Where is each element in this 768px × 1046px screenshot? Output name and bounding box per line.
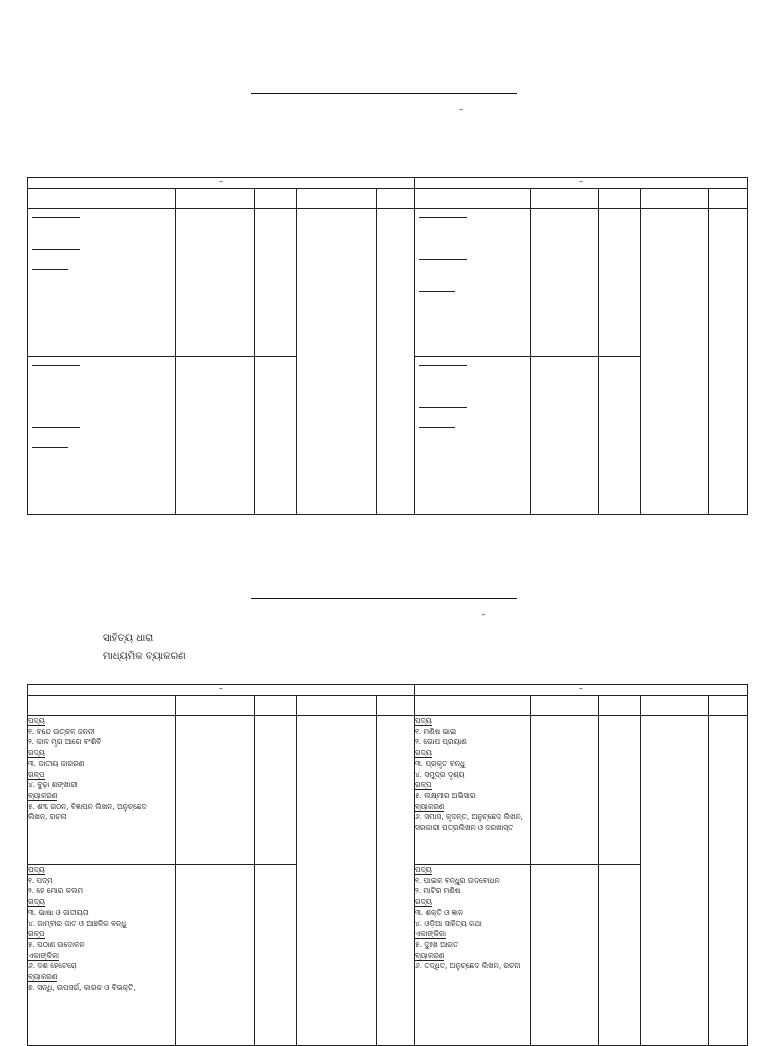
section-label: ଗଦ୍ୟ — [28, 748, 45, 758]
lesson-item: ୩. ଜାତୀୟ ଜାଗରଣ — [28, 758, 85, 768]
table2-right-b-lessons — [415, 865, 531, 1046]
lesson-item: ୫. ଲକ୍ଷ୍ମୀର ଅଭିସାର — [415, 790, 476, 800]
section-label: ପଦ୍ୟ — [415, 865, 432, 874]
subtitle-dash-2: – — [481, 610, 486, 620]
syllabus-table-1 — [27, 177, 748, 515]
lesson-item: ୫. ପଠାଣ ଉଦୋଳନ — [28, 939, 85, 949]
lesson-item: ୨. ହେ ମୋର କଲମ — [28, 886, 84, 896]
table2-left-b-lessons — [28, 865, 176, 1046]
lesson-item: ୭. ସନ୍ଧି, ଉପସର୍ଗ, କାରକ ଓ ବିଭକ୍ତି, — [28, 982, 136, 992]
lesson-item: ୩. ପ୍ରକୃତ ବନ୍ଧୁ — [415, 758, 465, 768]
lesson-item: ୧. ପାଇକ ବନ୍ଧୁର ଉଦବୋଧନ — [415, 875, 500, 885]
lesson-item: ୬. ସମାସ, କୃଦନ୍ତ, ଅନୁଚ୍ଛେଦ ଲିଖନ, — [415, 812, 523, 822]
section-label: ବ୍ୟାକରଣ — [415, 801, 445, 811]
book-title-sahitya-dhara: ସାହିତ୍ୟ ଧାରା — [103, 633, 154, 644]
section-label: ଗଦ୍ୟ — [28, 897, 45, 907]
table1-column-header-row — [28, 189, 748, 209]
section-label: ବ୍ୟାକରଣ — [28, 972, 58, 982]
subtitle-dash-1: – — [459, 105, 464, 115]
table2-right-a-lessons — [415, 716, 531, 865]
table1-left-a-content — [28, 209, 176, 357]
lesson-item: ୨. ମାଟିର ମଣିଷ — [415, 886, 461, 896]
title-underline-2 — [251, 598, 517, 599]
section-label: ବ୍ୟାକରଣ — [28, 790, 58, 800]
section-label: ଏକାଙ୍କିକା — [28, 950, 60, 960]
lesson-item: ୧. ମଣିଷ ଭାଇ — [415, 726, 457, 736]
section-label: ଗଳ୍ପ — [28, 929, 45, 939]
table1-right-header: – — [415, 178, 748, 189]
lesson-item: ୨. ଗୋପ ପ୍ରୟାଣ — [415, 737, 467, 747]
section-label: ପଦ୍ୟ — [28, 865, 45, 874]
lesson-item: ୬. ତଦ୍ଧିତ, ଅନୁଚ୍ଛେଦ ଲିଖନ, ରଚନା — [415, 961, 521, 971]
table2-left-header: – — [28, 685, 415, 696]
table1-left-header: – — [28, 178, 415, 189]
lesson-item: ଲିଖନ, ରଚନା — [28, 812, 67, 822]
lesson-item: ୩. ଭାଷା ଓ ଜାତୀୟତା — [28, 907, 89, 917]
lesson-item: ୪. ବୁଢ଼ା ଶଙ୍ଖାରୀ — [28, 780, 78, 790]
section-label: ବ୍ୟାକରଣ — [415, 950, 445, 960]
section-label: ଗଦ୍ୟ — [415, 748, 432, 758]
title-underline-1 — [251, 93, 517, 94]
table2-column-header-row — [28, 696, 748, 716]
section-label: ପଦ୍ୟ — [415, 716, 432, 725]
lesson-item: ୧. ପଦ୍ମ — [28, 875, 53, 885]
section-label: ଗଳ୍ପ — [28, 769, 45, 779]
section-label: ଗଳ୍ପ — [415, 780, 432, 790]
lesson-item: ୬. ଦଶ ହେଟେରୋ — [28, 961, 77, 971]
lesson-item: ୪. ଓଡ଼ିଆ ସାହିତ୍ୟ କଥା — [415, 918, 482, 928]
lesson-item: ୨. କାଳ ମୃଗ ଆଗେ ବଂଶିବି — [28, 737, 102, 747]
syllabus-table-2 — [27, 684, 748, 1046]
section-label: ଗଦ୍ୟ — [415, 897, 432, 907]
section-label: ପଦ୍ୟ — [28, 716, 45, 725]
section-label: ଏକାଙ୍କିକା — [415, 929, 447, 939]
lesson-item: ୩. ଶକ୍ତି ଓ ଜ୍ଞାନ — [415, 907, 464, 917]
table1-right-a-content — [415, 209, 531, 357]
table2-right-header: – — [415, 685, 748, 696]
lesson-item: ୪. ଜାମ୍ବୀର ଜାତ ଓ ଆଞ୍ଚଳିକ ବନ୍ଧୁ — [28, 918, 127, 928]
table1-right-b-content — [415, 357, 531, 515]
table2-left-a-lessons — [28, 716, 176, 865]
book-title-madhyamika-byakarana: ମାଧ୍ୟମିକ ବ୍ୟାକରଣ — [103, 651, 186, 662]
lesson-item: ୧. ବନ୍ଦେ ଉତ୍କଳ ଜନନୀ — [28, 726, 95, 736]
lesson-item: ସରକାରୀ ପତ୍ରଲିଖନ ଓ ଦରଖାସ୍ତ — [415, 823, 514, 833]
lesson-item: ୫. ଶବ୍ଦ ଗଠନ, ବିଜ୍ଞାପନ ଲିଖନ, ଅନୁଚ୍ଛେଦ — [28, 801, 147, 811]
lesson-item: ୫. ଦୁଃଖ ଆଗତ — [415, 939, 459, 949]
table2-row-a — [28, 716, 748, 865]
lesson-item: ୪. ସମୁଦ୍ର ଦୃଶ୍ୟ — [415, 769, 465, 779]
table1-row-a — [28, 209, 748, 357]
table1-left-b-content — [28, 357, 176, 515]
